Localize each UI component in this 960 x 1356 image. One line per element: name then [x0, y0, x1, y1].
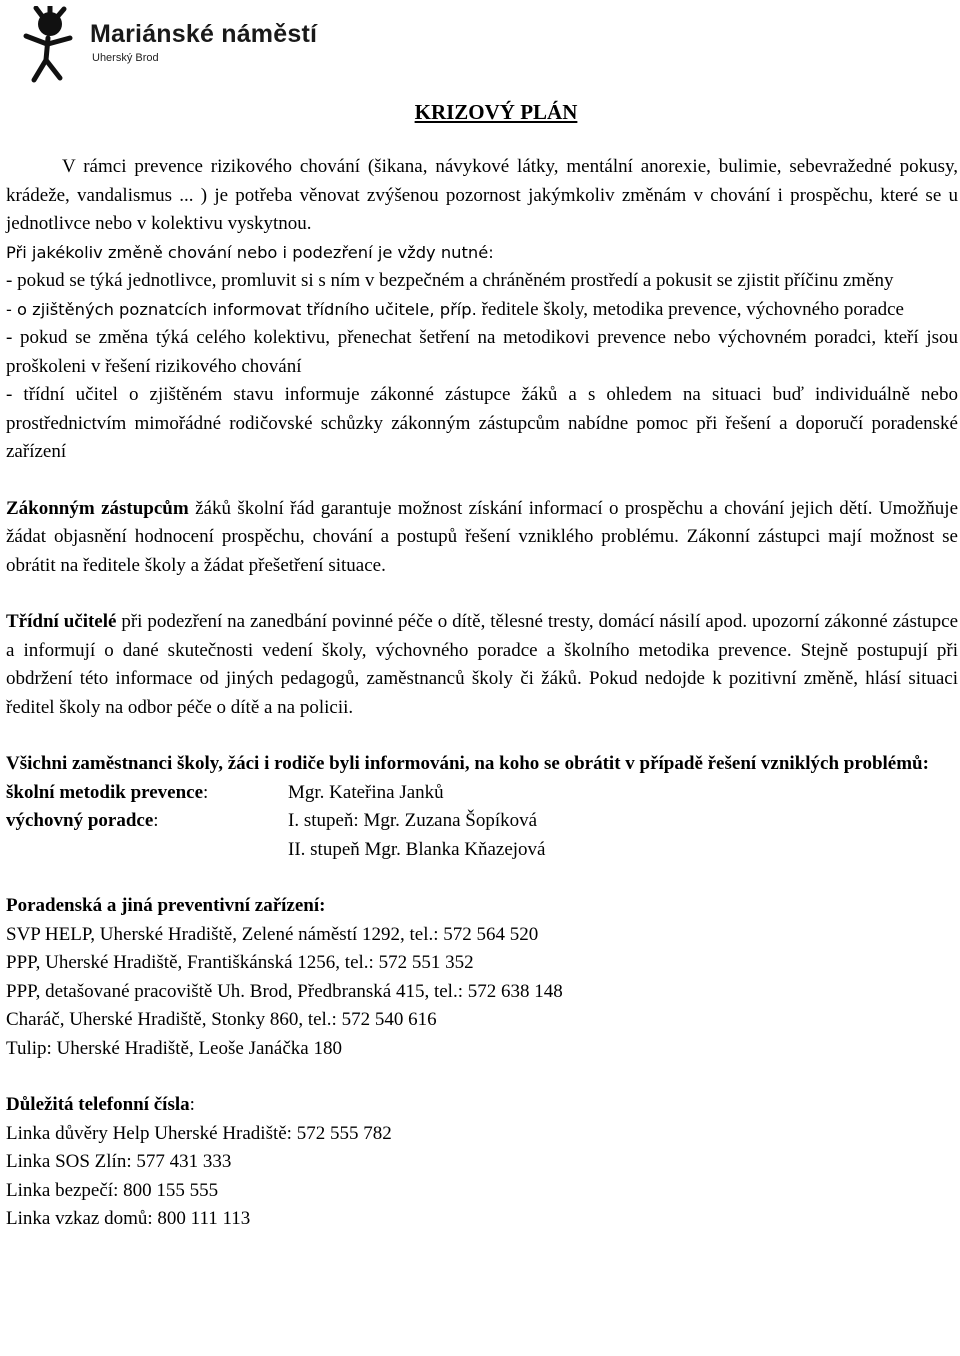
child-figure-icon [12, 6, 84, 84]
poradce-row-2 [6, 836, 958, 865]
poradce-colon: : [153, 810, 159, 831]
guardians-paragraph [6, 495, 958, 581]
logo-subtitle: Uherský Brod [92, 52, 159, 64]
phones-heading-text: Důležitá telefonní čísla [6, 1094, 190, 1115]
staff-heading [6, 750, 958, 779]
facility-item: PPP, detašované pracoviště Uh. Brod, Předbranská 415, tel.: 572 638 148 [6, 980, 563, 1002]
poradce-label-text: výchovný poradce [6, 810, 154, 831]
teachers-text: při podezření na zanedbání povinné péče o dítě, tělesné tresty, domácí násilí apod. upozorní zákonné zástupce a informují o dané skutečnosti vedení školy, výchovného poradce a školního metodika prevence. Stejně postupují při obdržení této informace od jiných pedagogů, zaměstnanců školy či žáků. Pokud nedojde k pozitivní změně, hlásí situaci ředitel školy na odbor péče o dítě a na policii. [6, 611, 959, 718]
facility-item: SVP HELP, Uherské Hradiště, Zelené náměstí 1292, tel.: 572 564 520 [6, 923, 539, 945]
phone-item: Linka důvěry Help Uherské Hradiště: 572 555 782 [6, 1122, 392, 1144]
school-logo [12, 6, 318, 86]
phone-item: Linka vzkaz domů: 800 111 113 [6, 1208, 251, 1229]
bullet-inform-start: - o zjištěných poznatcích informovat třídního učitele, příp. [6, 299, 477, 319]
bullet-teacher: - třídní učitel o zjištěném stavu informuje zákonné zástupce žáků a s ohledem na situaci buď individuálně nebo prostřednictvím mimořádné rodičovské schůzky zákonným zástupcům nabídne pomoc při řešení a doporučí poradenské zařízení [6, 384, 958, 462]
phones-colon: : [189, 1094, 195, 1115]
bullet-collective: - pokud se změna týká celého kolektivu, přenechat šetření na metodikovi prevence nebo výchovném poradci, kteří jsou proškoleni v řešení rizikového chování [6, 327, 958, 377]
intro-paragraph: V rámci prevence rizikového chování (šikana, návykové látky, mentální anorexie, bulimie, sebevražedné pokusy, krádeže, vandalismus ... ) je potřeba věnovat zvýšenou pozornost jakýmkoliv změnám v chování i prospěchu, které se u jednotlivce nebo v kolektivu vyskytnou. [6, 156, 958, 234]
document-body [6, 153, 958, 1234]
phones-heading [6, 1091, 958, 1120]
guardians-lead: Zákonným zástupcům [6, 497, 189, 519]
metodik-value: Mgr. Kateřina Janků [288, 781, 444, 803]
facilities-heading-text: Poradenská a jiná preventivní zařízení: [6, 895, 326, 916]
metodik-label-text: školní metodik prevence [6, 781, 204, 803]
facility-item: Tulip: Uherské Hradiště, Leoše Janáčka 180 [6, 1037, 342, 1059]
facility-item: PPP, Uherské Hradiště, Františkánská 1256, tel.: 572 551 352 [6, 952, 474, 973]
facility-item: Charáč, Uherské Hradiště, Stonky 860, tel.: 572 540 616 [6, 1009, 437, 1030]
bullet-inform-rest: ředitele školy, metodika prevence, výchovného poradce [481, 298, 904, 320]
facilities-heading [6, 892, 958, 921]
teachers-paragraph [6, 608, 958, 722]
poradce-label [6, 807, 288, 836]
intro-condition: Při jakékoliv změně chování nebo i podezření je vždy nutné: [6, 242, 494, 262]
page-title: KRIZOVÝ PLÁN [414, 100, 578, 124]
staff-heading-text: Všichni zaměstnanci školy, žáci i rodiče byli informováni, na koho se obrátit v případě řešení vzniklých problémů: [6, 753, 929, 774]
metodik-row [6, 779, 958, 808]
phone-item: Linka bezpečí: 800 155 555 [6, 1179, 219, 1201]
bullet-inform [6, 296, 958, 325]
guardians-text: žáků školní řád garantuje možnost získání informací o prospěchu a chování jejich dětí. Umožňuje žádat objasnění hodnocení prospěchu, chování a postupů řešení vzniklého problému. Zákonní zástupci mají možnost se obrátit na ředitele školy a žádat přešetření situace. [6, 497, 959, 576]
bullet-individual: - pokud se týká jednotlivce, promluvit si s ním v bezpečném a chráněném prostředí a pokusit se zjistit příčinu změny [6, 270, 894, 291]
teachers-lead: Třídní učitelé [6, 611, 117, 632]
poradce-value-1: I. stupeň: Mgr. Zuzana Šopíková [288, 810, 538, 831]
logo-name: Mariánské náměstí [90, 20, 318, 48]
metodik-colon: : [203, 781, 209, 803]
phone-item: Linka SOS Zlín: 577 431 333 [6, 1151, 232, 1172]
poradce-value-2: II. stupeň Mgr. Blanka Kňazejová [288, 838, 546, 860]
metodik-label [6, 779, 288, 808]
poradce-row [6, 807, 958, 836]
